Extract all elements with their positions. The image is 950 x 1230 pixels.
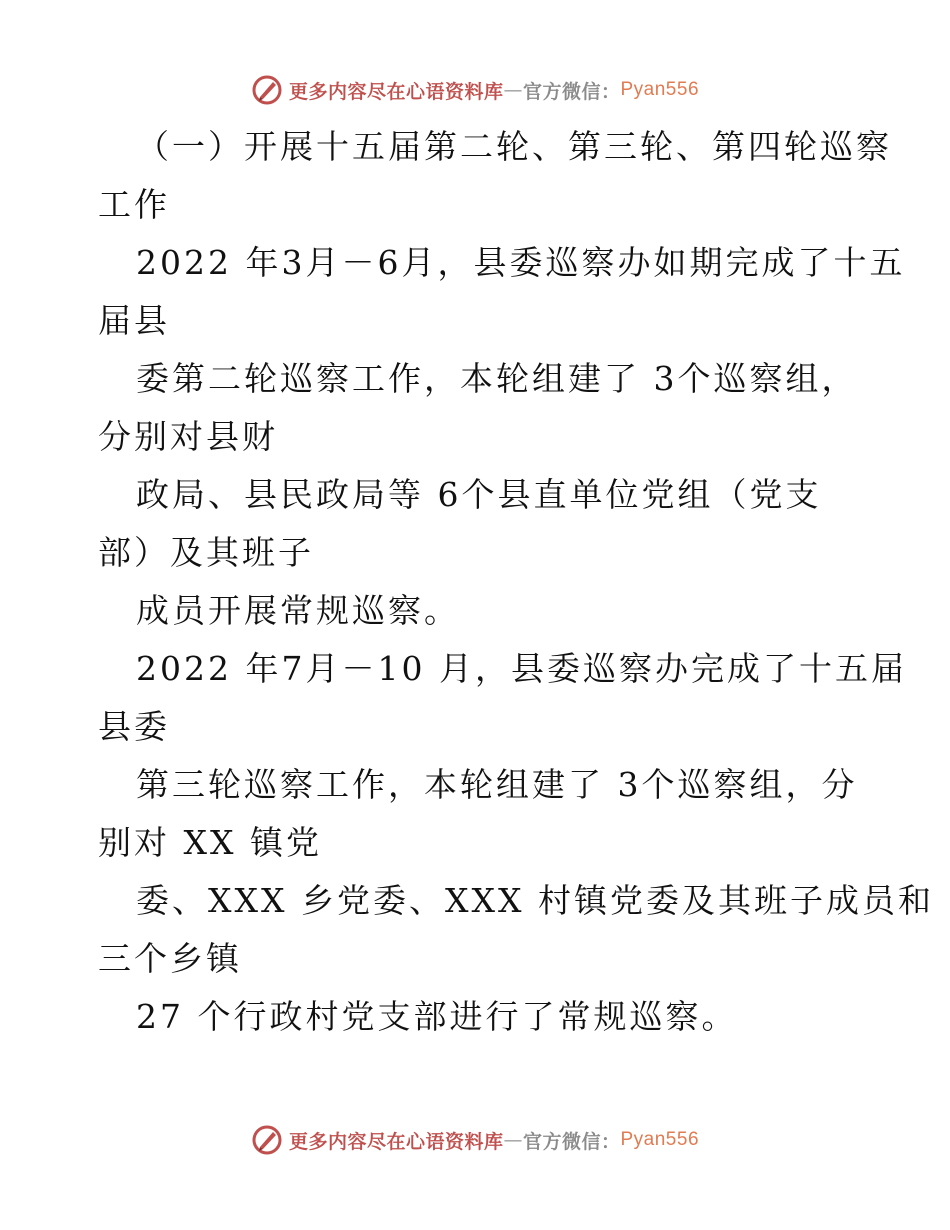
paragraph-line: 委第二轮巡察工作，本轮组建了 3个巡察组， — [136, 359, 858, 398]
paragraph-line: 第三轮巡察工作，本轮组建了 3个巡察组，分 — [136, 765, 858, 804]
banner-official-label: 官方微信： — [522, 1130, 621, 1153]
paragraph-line: 委、XXX 乡党委、XXX 村镇党委及其班子成员和 — [136, 881, 934, 920]
header-watermark-banner — [0, 70, 950, 110]
document-body — [98, 118, 934, 1046]
section-heading-line-2: 工作 — [98, 185, 170, 224]
paragraph-line: 三个乡镇 — [98, 939, 242, 978]
paragraph-line: 届县 — [98, 301, 170, 340]
pen-logo-icon — [251, 1124, 283, 1156]
paragraph-line: 政局、县民政局等 6个县直单位党组（党支 — [136, 475, 822, 514]
paragraph-line: 别对 XX 镇党 — [98, 823, 322, 862]
paragraph-line: 2022 年7月－10 月，县委巡察办完成了十五届 — [136, 649, 907, 688]
banner-separator: — — [503, 1129, 523, 1151]
section-heading-line-1: （一）开展十五届第二轮、第三轮、第四轮巡察 — [136, 127, 892, 166]
pen-logo-icon — [251, 74, 283, 106]
banner-official-label: 官方微信： — [522, 80, 621, 103]
footer-watermark-banner — [0, 1120, 950, 1160]
paragraph-line: 县委 — [98, 707, 170, 746]
banner-wechat-id: Pyan556 — [620, 1129, 700, 1150]
paragraph-line: 分别对县财 — [98, 417, 278, 456]
banner-promo-text: 更多内容尽在心语资料库 — [288, 80, 504, 103]
paragraph-line: 成员开展常规巡察。 — [136, 591, 460, 630]
banner-wechat-id: Pyan556 — [620, 79, 700, 100]
paragraph-line: 2022 年3月－6月，县委巡察办如期完成了十五 — [136, 243, 906, 282]
paragraph-line: 部）及其班子 — [98, 533, 314, 572]
banner-promo-text: 更多内容尽在心语资料库 — [288, 1130, 504, 1153]
banner-separator: — — [503, 79, 523, 101]
paragraph-line: 27 个行政村党支部进行了常规巡察。 — [136, 997, 738, 1036]
